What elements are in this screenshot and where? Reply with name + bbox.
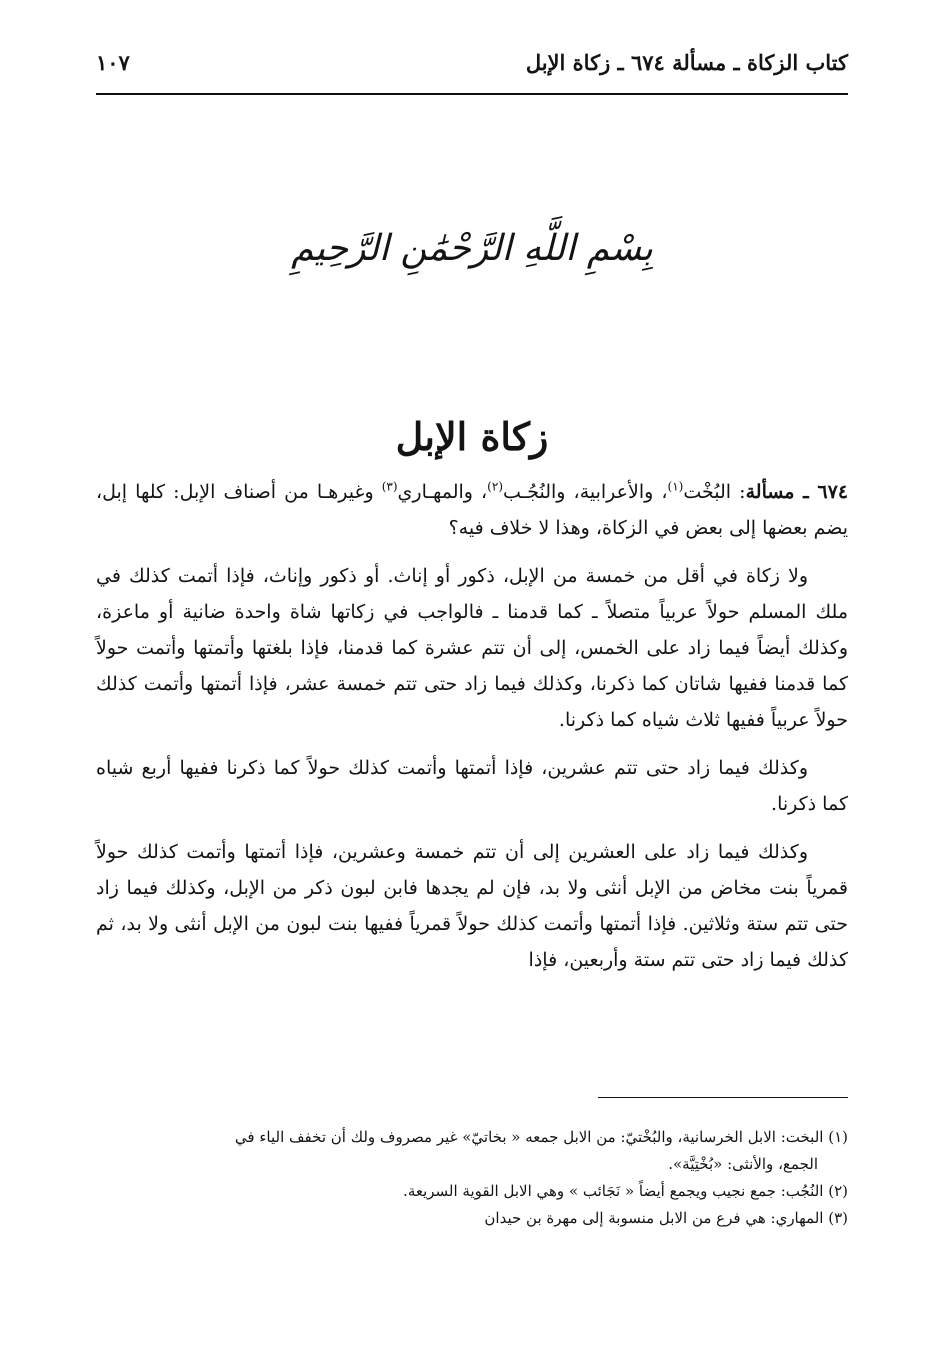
- running-header: [96, 42, 848, 82]
- paragraph-1-text-b: ، والأعرابية، والنُجُـب: [503, 481, 668, 503]
- paragraph-4: وكذلك فيما زاد على العشرين إلى أن تتم خمسة وعشرين، فإذا أتمتها وأتمت كذلك حولاً قمرياً بنت مخاض من الإبل أنثى ولا بد، فإن لم يجدها فابن لبون ذكر من الإبل، وكذلك فيما زاد حتى تتم ستة وثلاثين. فإذا أتمتها وأتمت كذلك حولاً قمرياً ففيها بنت لبون من الإبل أنثى ولا بد، ثم كذلك فيما زاد حتى تتم ستة وأربعين، فإذا: [96, 841, 848, 971]
- footnote-1: (١) البخت: الابل الخرسانية، والبُخْتيّ: من الابل جمعه « بخاتيّ» غير مصروف ولك أن تخفف الياء في: [234, 1128, 848, 1146]
- basmala-calligraphy: [0, 228, 944, 269]
- header-rule: [96, 93, 848, 95]
- footnote-rule: [598, 1097, 848, 1098]
- paragraph-1: [96, 474, 848, 546]
- paragraph-2: ولا زكاة في أقل من خمسة من الإبل، ذكور أو إناث. أو ذكور وإناث، فإذا أتمت كذلك في ملك المسلم حولاً عربياً متصلاً ـ كما قدمنا ـ فالواجب في زكاتها شاة واحدة ضانية أو ماعزة، وكذلك أيضاً فيما زاد على الخمس، إلى أن تتم عشرة كما قدمنا، فإذا بلغتها وأتمتها وأتمت حولاً كما قدمنا ففيها شاتان كما ذكرنا، وكذلك فيما زاد حتى تتم خمسة عشر، فإذا أتمتها وأتمت كذلك حولاً عربياً ففيها ثلاث شياه كما ذكرنا.: [96, 565, 848, 731]
- footnotes: [96, 1124, 848, 1232]
- issue-number: ٦٧٤ ـ مسألة: [745, 481, 849, 503]
- running-title: كتاب الزكاة ـ مسألة ٦٧٤ ـ زكاة الإبل: [525, 49, 848, 75]
- page-number: ١٠٧: [96, 49, 130, 75]
- footnote-2: (٢) النُجُب: جمع نجيب ويجمع أيضاً « نَجَائب » وهي الابل القوية السريعة.: [403, 1182, 848, 1200]
- body-text: [96, 474, 848, 990]
- footnote-ref-3[interactable]: (٣): [381, 479, 398, 494]
- paragraph-3: وكذلك فيما زاد حتى تتم عشرين، فإذا أتمتها وأتمت كذلك حولاً كما ذكرنا ففيها أربع شياه كما ذكرنا.: [96, 757, 848, 815]
- paragraph-1-text-c: ، والمهـاري: [397, 481, 488, 503]
- basmala-text: بِسْمِ اللَّهِ الرَّحْمَٰنِ الرَّحِيمِ: [291, 228, 653, 269]
- footnote-3: (٣) المهاري: هي فرع من الابل منسوبة إلى مهرة بن حيدان: [484, 1209, 848, 1227]
- footnote-ref-2[interactable]: (٢): [487, 479, 503, 494]
- paragraph-1-text-a: : البُخْت: [683, 481, 746, 503]
- chapter-title: زكاة الإبل: [395, 414, 549, 459]
- paragraph-1-text-d: وغيرهـا من أصناف الإبل: كلها إبل، يضم بعضها إلى بعض في الزكاة، وهذا لا خلاف فيه؟: [96, 481, 848, 539]
- footnote-ref-1[interactable]: (١): [667, 479, 684, 494]
- footnote-1-continuation: الجمع، والأنثى: «بُخْتِيَّة».: [668, 1155, 818, 1173]
